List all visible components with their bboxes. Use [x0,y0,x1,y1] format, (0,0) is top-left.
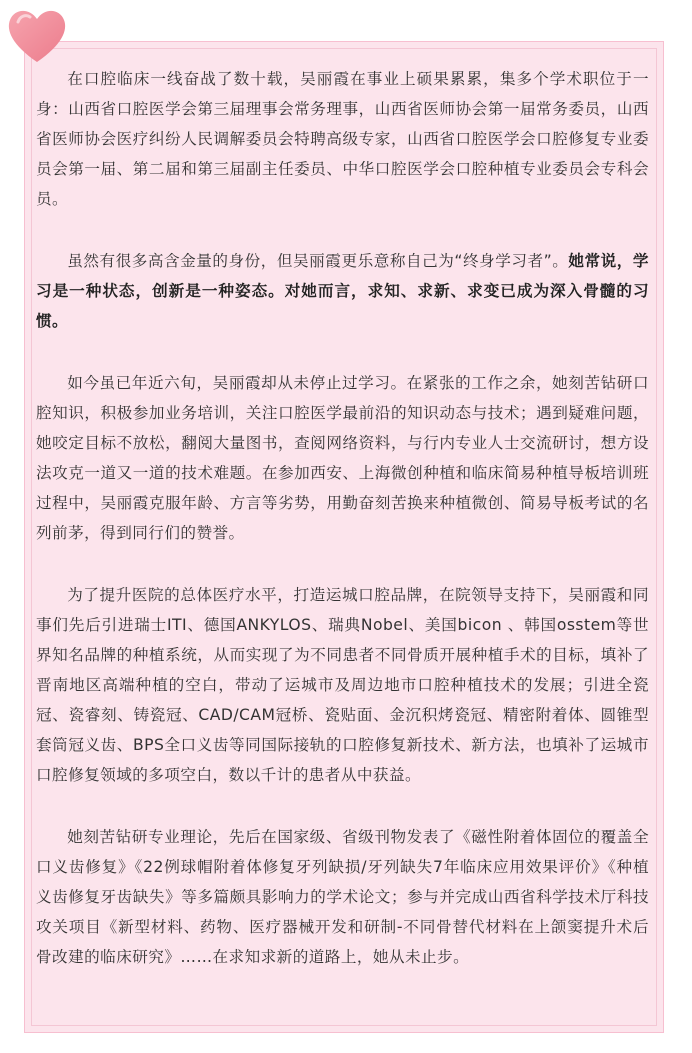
paragraph-1 [36,64,649,214]
article-body [36,64,649,972]
paragraph-3 [36,368,649,548]
paragraph-5-text: 她刻苦钻研专业理论，先后在国家级、省级刊物发表了《磁性附着体固位的覆盖全口义齿修复》《22例球帽附着体修复牙列缺损/牙列缺失7年临床应用效果评价》《种植义齿修复牙齿缺失》等多篇颇具影响力的学术论文；参与并完成山西省科学技术厅科技攻关项目《新型材料、药物、医疗器械开发和研制-不同骨替代材料在上颌窦提升术后骨改建的临床研究》……在求知求新的道路上，她从未止步。 [36,828,649,966]
heart-icon [4,2,70,68]
paragraph-2 [36,246,649,336]
paragraph-4 [36,580,649,790]
paragraph-2-text: 虽然有很多高含金量的身份，但吴丽霞更乐意称自己为“终身学习者”。 [67,252,569,270]
paragraph-5 [36,822,649,972]
paragraph-1-text: 在口腔临床一线奋战了数十载，吴丽霞在事业上硕果累累，集多个学术职位于一身：山西省口腔医学会第三届理事会常务理事，山西省医师协会第一届常务委员，山西省医师协会医疗纠纷人民调解委员会特聘高级专家，山西省口腔医学会口腔修复专业委员会第一届、第二届和第三届副主任委员、中华口腔医学会口腔种植专业委员会专科会员。 [36,70,649,208]
paragraph-2-emphasis: 她常说，学习是一种状态，创新是一种姿态。对她而言，求知、求新、求变已成为深入骨髓的习惯。 [36,252,649,330]
paragraph-3-text: 如今虽已年近六旬，吴丽霞却从未停止过学习。在紧张的工作之余，她刻苦钻研口腔知识，积极参加业务培训，关注口腔医学最前沿的知识动态与技术；遇到疑难问题，她咬定目标不放松，翻阅大量图书，查阅网络资料，与行内专业人士交流研讨，想方设法攻克一道又一道的技术难题。在参加西安、上海微创种植和临床简易种植导板培训班过程中，吴丽霞克服年龄、方言等劣势，用勤奋刻苦换来种植微创、简易导板考试的名列前茅，得到同行们的赞誉。 [36,374,649,542]
paragraph-4-text: 为了提升医院的总体医疗水平，打造运城口腔品牌，在院领导支持下，吴丽霞和同事们先后引进瑞士ITI、德国ANKYLOS、瑞典Nobel、美国bicon 、韩国osstem等世界知名品牌的种植系统，从而实现了为不同患者不同骨质开展种植手术的目标，填补了晋南地区高端种植的空白，带动了运城市及周边地市口腔种植技术的发展；引进全瓷冠、瓷睿刻、铸瓷冠、CAD/CAM冠桥、瓷贴面、金沉积烤瓷冠、精密附着体、圆锥型套筒冠义齿、BPS全口义齿等同国际接轨的口腔修复新技术、新方法，也填补了运城市口腔修复领域的多项空白，数以千计的患者从中获益。 [36,586,649,784]
